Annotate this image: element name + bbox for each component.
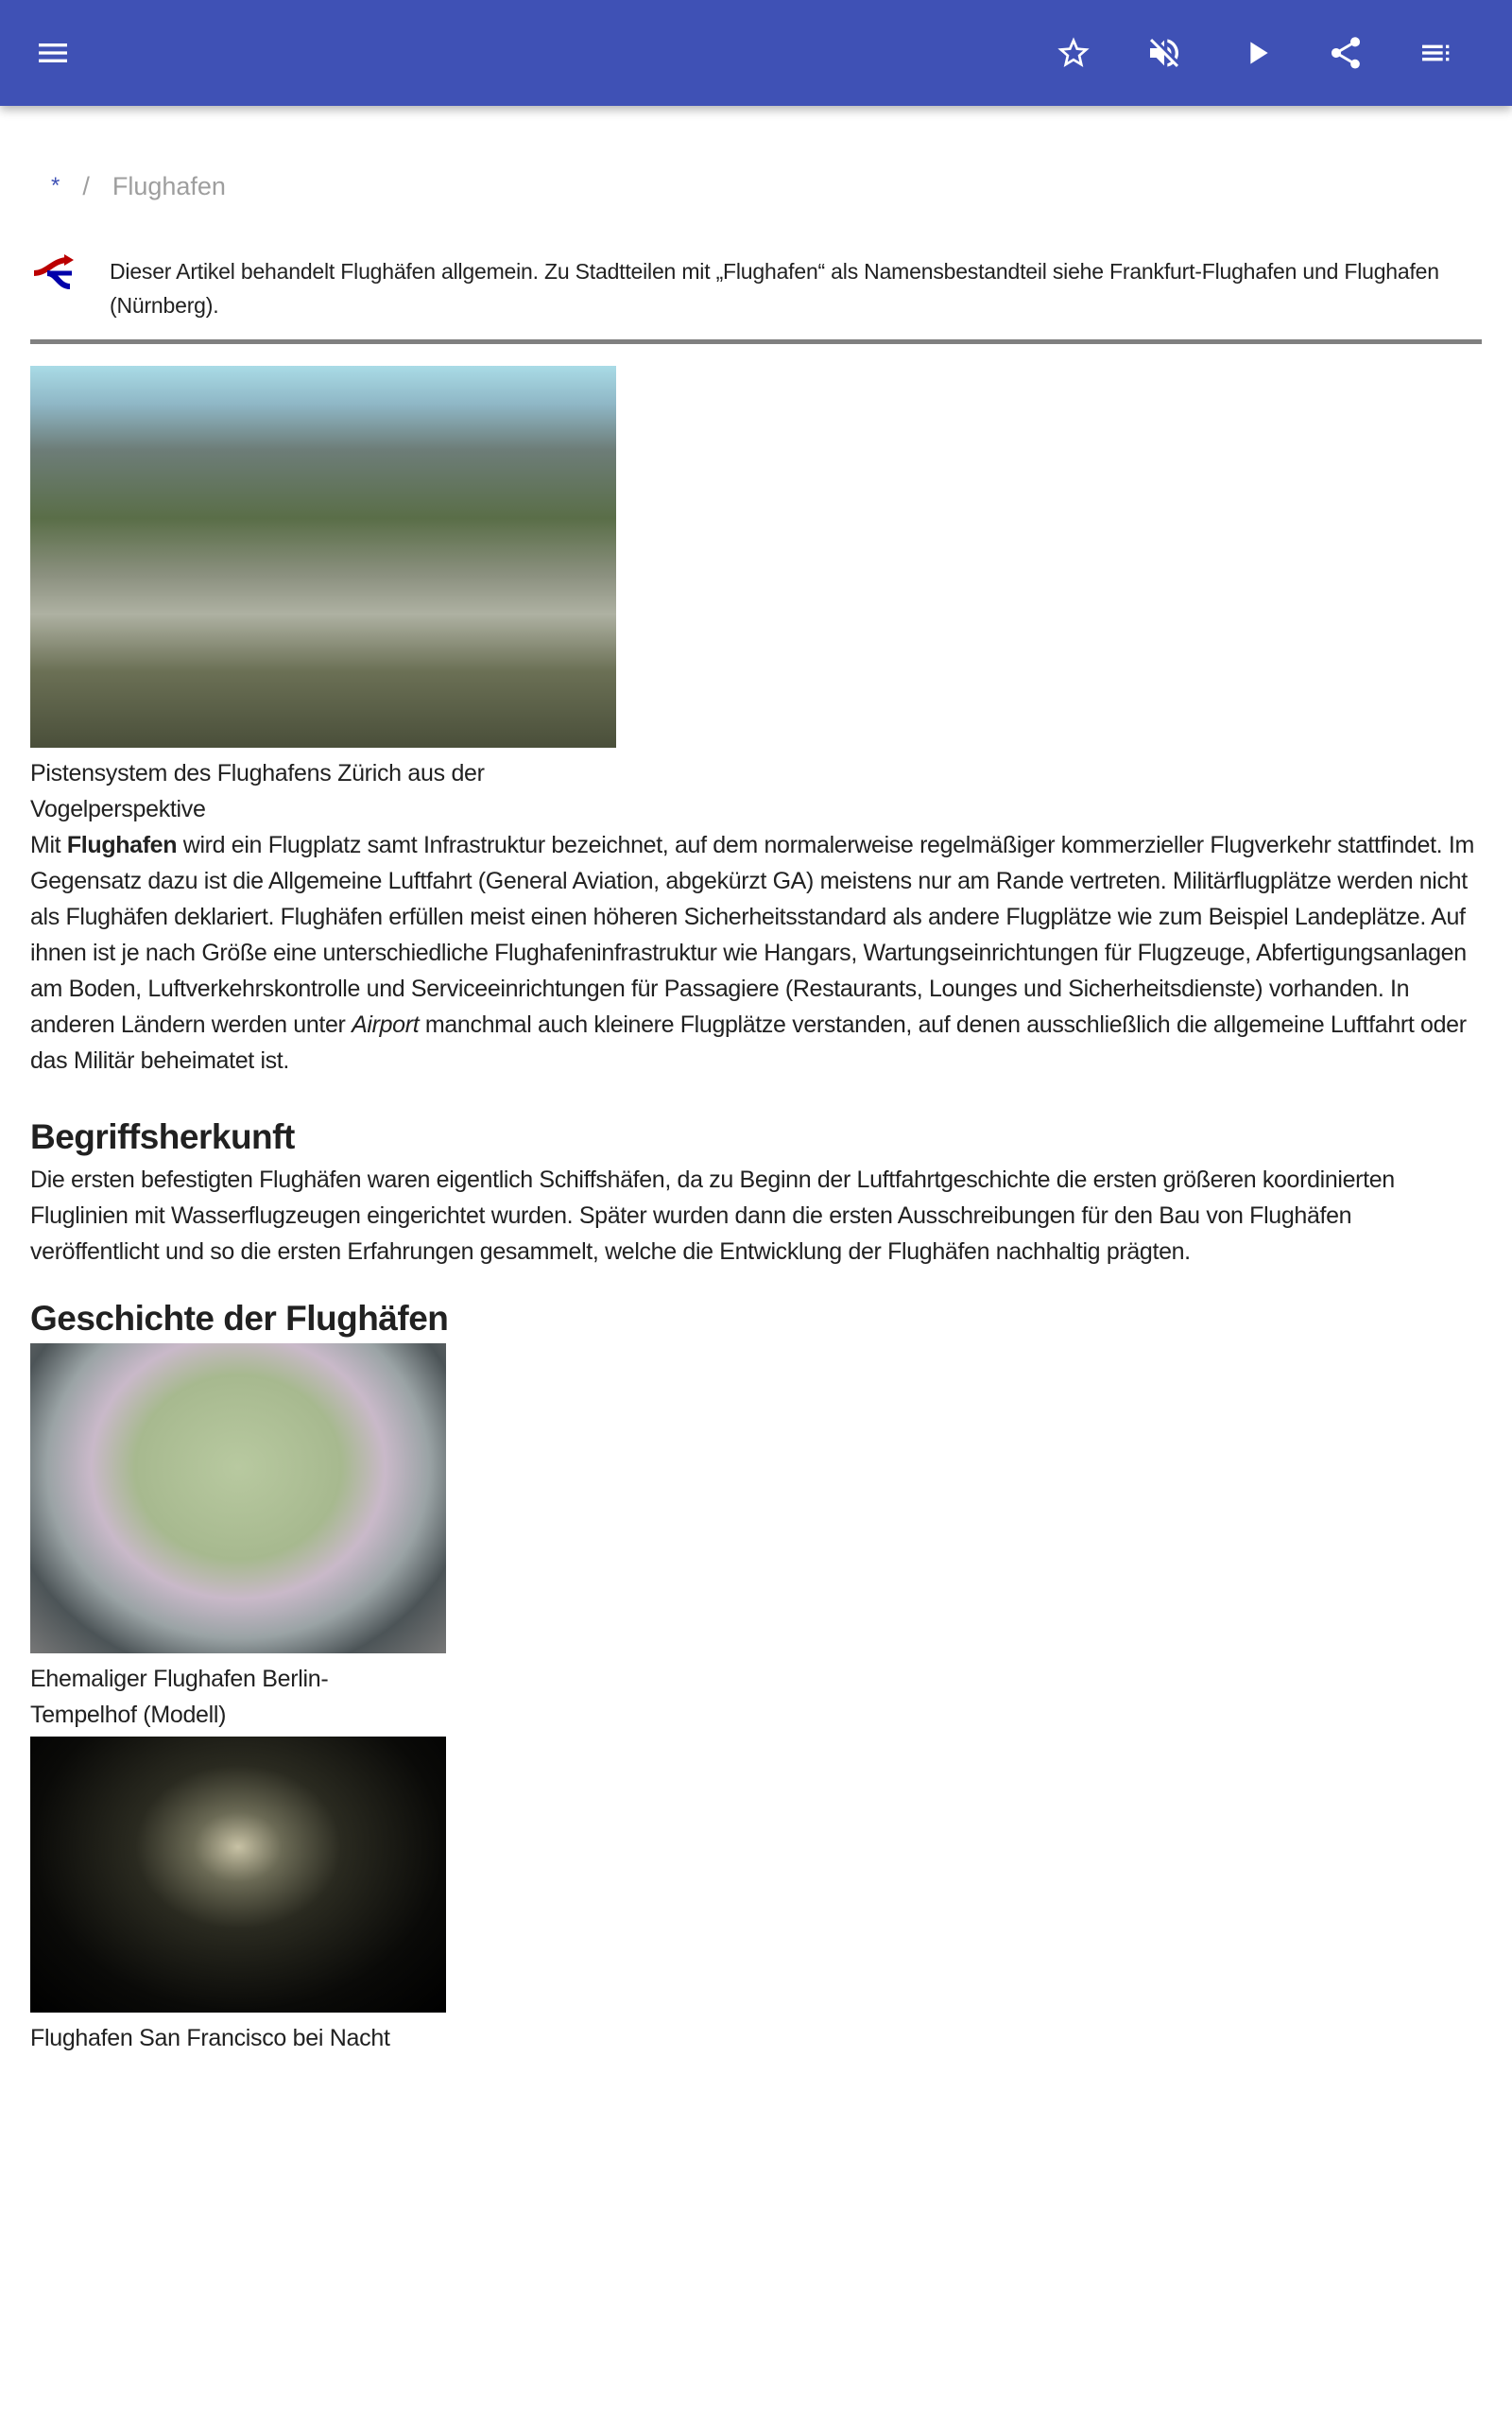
text: Mit xyxy=(30,832,67,858)
play-icon[interactable] xyxy=(1234,30,1280,76)
breadcrumb xyxy=(30,167,1482,205)
zurich-airport-image[interactable] xyxy=(30,366,616,748)
image-caption: Flughafen San Francisco bei Nacht xyxy=(30,2025,390,2051)
hatnote xyxy=(30,254,1482,322)
san-francisco-airport-image[interactable] xyxy=(30,1737,446,2013)
breadcrumb-home[interactable]: * xyxy=(51,173,60,199)
playlist-icon[interactable] xyxy=(1414,30,1459,76)
breadcrumb-separator: / xyxy=(82,171,90,200)
image-caption: Pistensystem des Flughafens Zürich aus der Vogelperspektive xyxy=(30,760,485,822)
intro-paragraph xyxy=(30,827,1482,1079)
bold-term: Flughafen xyxy=(66,832,178,858)
menu-icon[interactable] xyxy=(30,30,76,76)
volume-off-icon[interactable] xyxy=(1142,30,1187,76)
hatnote-text: Dieser Artikel behandelt Flughäfen allgemein. Zu Stadtteilen mit „Flughafen“ als Namensbestandteil siehe Frankfurt-Flughafen und Flughafen (Nürnberg). xyxy=(110,259,1439,318)
app-bar xyxy=(0,0,1512,106)
divider xyxy=(30,339,1482,344)
disambiguation-icon xyxy=(30,254,79,292)
italic-term: Airport xyxy=(352,1011,420,1038)
text: manchmal auch kleinere Flugplätze verstanden, auf denen ausschließlich die allgemeine Luftfahrt oder das Militär beheimatet ist. xyxy=(30,1011,1467,1074)
section-heading: Begriffsherkunft xyxy=(30,1117,295,1156)
star-icon[interactable] xyxy=(1051,30,1096,76)
text: wird ein Flugplatz samt Infrastruktur bezeichnet, auf dem normalerweise regelmäßiger kommerzieller Flugverkehr stattfindet. Im Gegensatz dazu ist die Allgemeine Luftfahrt (General Aviation, abgekürzt GA) meistens nur am Rande vertreten. Militärflugplätze werden nicht als Flughäfen deklariert. Flughäfen erfüllen meist einen höheren Sicherheitsstandard als andere Flugplätze wie zum Beispiel Landeplätze. Auf ihnen ist je nach Größe eine unterschiedliche Flughafeninfrastruktur wie Hangars, Wartungseinrichtungen für Flugzeuge, Abfertigungsanlagen am Boden, Luftverkehrskontrolle und Serviceeinrichtungen für Passagiere (Restaurants, Lounges und Sicherheitsdienste) vorhanden. In anderen Ländern werden unter xyxy=(30,832,1474,1038)
image-caption: Ehemaliger Flughafen Berlin-Tempelhof (Modell) xyxy=(30,1666,329,1728)
section-paragraph: Die ersten befestigten Flughäfen waren eigentlich Schiffshäfen, da zu Beginn der Luftfahrtgeschichte die ersten größeren koordinierten Fluglinien mit Wasserflugzeugen eingerichtet wurden. Später wurden dann die ersten Ausschreibungen für den Bau von Flughäfen veröffentlicht und so die ersten Erfahrungen gesammelt, welche die Entwicklung der Flughäfen nachhaltig prägten. xyxy=(30,1167,1395,1265)
share-icon[interactable] xyxy=(1323,30,1368,76)
section-heading: Geschichte der Flughäfen xyxy=(30,1299,449,1338)
breadcrumb-current: Flughafen xyxy=(112,171,226,200)
tempelhof-image[interactable] xyxy=(30,1343,446,1653)
article xyxy=(30,106,1482,2056)
